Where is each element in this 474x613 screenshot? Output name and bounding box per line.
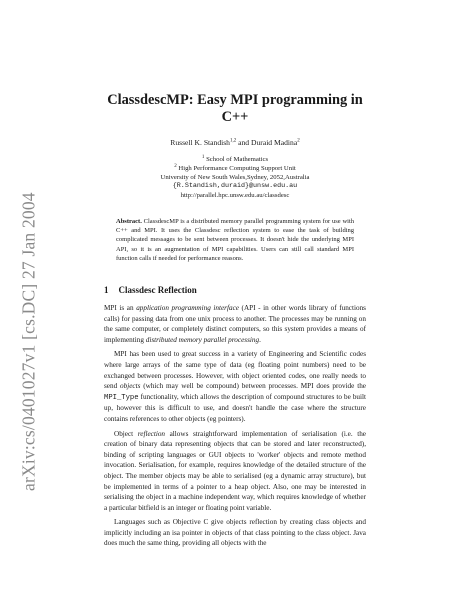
code-text: MPI_Type [104, 393, 139, 402]
text-run: MPI has been used to great success in a variety of Engineering and Scientific codes where large arrays of the same type of data (eg floating point numbers) need to be exchanged between processes. However, with object oriented codes, one really needs to send [104, 350, 366, 391]
abstract-text: ClassdescMP is a distributed memory parallel programming system for use with C++ and MPI. It uses the Classdesc reflection system to ease the task of building complicated messages to be sent between processes. It doesn't hide the underlying MPI API, so it is an augmentation of MPI capabilities. Users can still call standard MPI function calls if needed for performance reasons. [116, 218, 355, 262]
emphasis-text: application programming interface [136, 304, 239, 313]
affiliation-marker: 1 [201, 154, 205, 160]
text-run: functionality, which allows the description of compound structures to be built up, however this is difficult to use, and doesn't handle the case where the structure contains references to other objects (eg pointers). [104, 392, 366, 423]
body-paragraph [104, 429, 366, 514]
text-run: MPI is an [104, 304, 137, 313]
emphasis-text: distributed memory parallel processing [145, 335, 260, 344]
body-paragraph [104, 517, 366, 549]
author-conjunction: and [238, 138, 250, 147]
author-emails: {R.Standish,duraid}@unsw.edu.au [172, 182, 298, 190]
section-heading [104, 285, 366, 295]
author-name: Duraid Madina [251, 138, 298, 147]
abstract-label: Abstract. [116, 218, 142, 225]
author-affiliation-marker: 1,2 [229, 138, 237, 144]
body-paragraph [104, 303, 366, 345]
affiliation-line [104, 164, 366, 173]
paper-title: ClassdescMP: Easy MPI programming in C++ [107, 92, 363, 125]
section-title: Classdesc Reflection [118, 285, 197, 296]
paper-page [104, 92, 366, 549]
text-run: Languages such as Objective C give objects reflection by creating class objects and implicitly including an isa pointer in objects of that class pointing to the class object. Java does much the same thing, providing all objects with the [104, 518, 366, 548]
text-run: (which may well be compound) between processes. MPI does provide the [140, 382, 366, 391]
affiliation-name: School of Mathematics [206, 156, 269, 163]
emphasis-text: objects [120, 382, 141, 391]
affiliation-line [104, 155, 366, 164]
emphasis-text: reflection [137, 429, 166, 438]
body-paragraph [104, 349, 366, 424]
text-run: . [259, 335, 261, 344]
affiliation-name: High Performance Computing Support Unit [178, 165, 296, 172]
text-run: allows straightforward implementation of serialisation (i.e. the creation of binary data representing objects that can be stored and later reconstructed), binding of scripting languages or GUI objects to 'worker' objects and remote method invocation. Serialisation, for example, requires knowledge of the detailed structure of the object. The member objects may be able to serialised (eg a dynamic array structure), but be implemented in terms of a pointer to a heap object. Also, one may be interested in serialising the object in a machine independent way, which requires knowledge of whether a particular bitfield is an integer or floating point variable. [104, 429, 366, 512]
text-run: Object [114, 429, 138, 438]
arxiv-identifier-stamp: arXiv:cs/0401027v1 [cs.DC] 27 Jan 2004 [18, 192, 39, 492]
author-name: Russell K. Standish [170, 138, 230, 147]
abstract [116, 217, 354, 263]
project-url: http://parallel.hpc.unsw.edu.au/classdesc [180, 192, 290, 199]
affiliation-marker: 2 [174, 163, 177, 169]
text-run: (API - in other words library of functions calls) for passing data from one unix process to another. The processes may be running on the same computer, or completely distinct computers, so this system provides a means of implementing [104, 304, 366, 344]
affiliation-block [104, 155, 366, 200]
university-address: University of New South Wales,Sydney, 2052,Australia [160, 174, 310, 181]
author-line [104, 138, 366, 147]
section-number: 1 [104, 285, 109, 296]
author-affiliation-marker: 2 [297, 138, 300, 144]
